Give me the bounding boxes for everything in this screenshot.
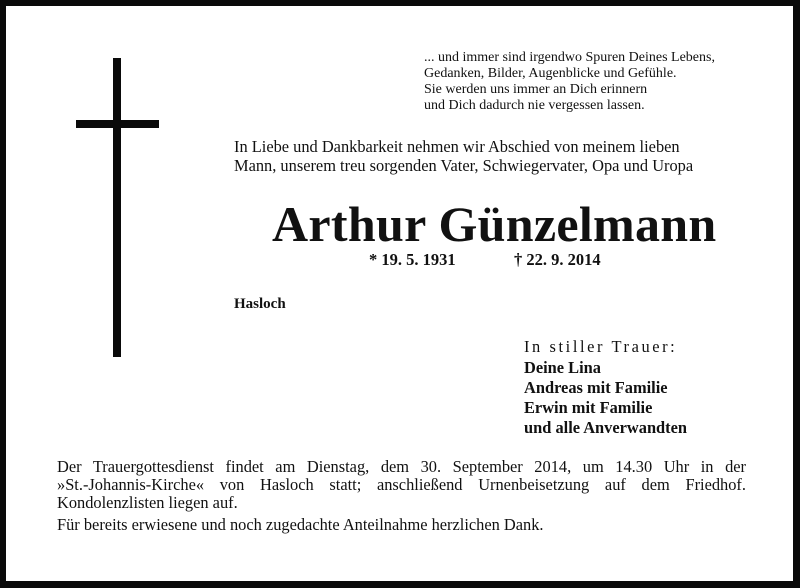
poem-line: Sie werden uns immer an Dich erinnern — [424, 82, 648, 97]
mourners-heading: In stiller Trauer: — [524, 337, 678, 356]
mourner-item: Erwin mit Familie — [524, 398, 653, 417]
mourners-block — [524, 337, 687, 438]
thanks-note: Für bereits erwiesene und noch zugedachte Anteilnahme herzlichen Dank. — [57, 515, 544, 534]
cross-icon-crossbar — [76, 120, 159, 128]
intro-line: Mann, unserem treu sorgenden Vater, Schwiegervater, Opa und Uropa — [234, 156, 694, 175]
poem-line: Gedanken, Bilder, Augenblicke und Gefühle. — [424, 66, 677, 81]
funeral-service-info — [57, 458, 747, 512]
service-line: Kondolenzlisten liegen auf. — [57, 493, 238, 512]
service-line: Der Trauergottesdienst findet am Dienstag, dem 30. September 2014, um 14.30 Uhr in der — [57, 457, 746, 476]
death-date: † 22. 9. 2014 — [514, 250, 601, 269]
deceased-name: Arthur Günzelmann — [272, 196, 717, 252]
mourner-item: Deine Lina — [524, 358, 601, 377]
birth-date: * 19. 5. 1931 — [369, 250, 456, 269]
poem-verse — [424, 50, 715, 114]
service-line: »St.-Johannis-Kirche« von Hasloch statt; anschließend Urnenbeisetzung auf dem Friedhof. — [57, 475, 746, 494]
intro-line: In Liebe und Dankbarkeit nehmen wir Abschied von meinem lieben — [234, 137, 680, 156]
poem-line: und Dich dadurch nie vergessen lassen. — [424, 98, 645, 113]
poem-line: ... und immer sind irgendwo Spuren Deines Lebens, — [424, 50, 715, 65]
place-of-residence: Hasloch — [234, 296, 286, 312]
mourner-item: Andreas mit Familie — [524, 378, 668, 397]
mourner-item: und alle Anverwandten — [524, 418, 688, 437]
farewell-intro — [234, 137, 693, 175]
cross-icon — [113, 58, 121, 357]
